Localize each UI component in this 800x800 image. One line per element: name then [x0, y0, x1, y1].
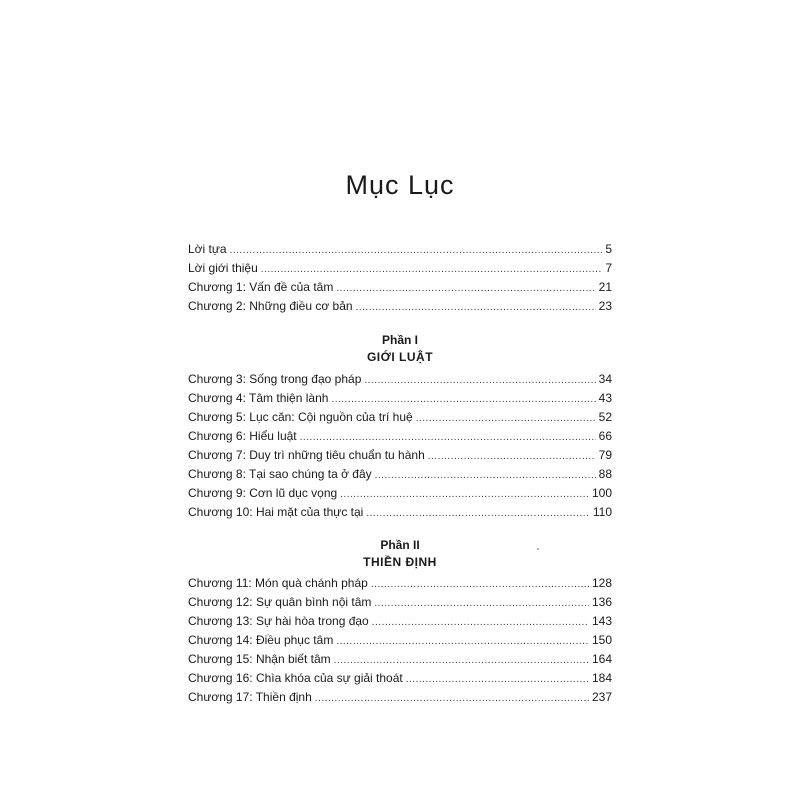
toc-entry-page: 150 [591, 633, 612, 647]
toc-entry-label: Chương 6: Hiểu luật [188, 429, 297, 443]
toc-entry-label: Chương 10: Hai mặt của thực tại [188, 505, 364, 519]
toc-entry-label: Chương 5: Lục căn: Cội nguồn của trí huệ [188, 410, 413, 424]
toc-entry [188, 240, 612, 259]
toc-entry [188, 408, 612, 427]
toc-entry-page: 21 [598, 280, 612, 294]
toc-leader-dots [336, 279, 595, 298]
toc-entry-page: 23 [598, 299, 612, 313]
toc-entry [188, 370, 612, 389]
toc-entry-label: Chương 2: Những điều cơ bản [188, 299, 353, 313]
toc-leader-dots [366, 504, 590, 523]
part-heading [188, 537, 612, 571]
page-title: Mục Lục [345, 170, 455, 200]
toc-leader-dots [334, 651, 589, 670]
toc-entry [188, 631, 612, 650]
toc-leader-dots [372, 613, 589, 632]
toc-leader-dots [375, 466, 596, 485]
part-label: Phần II [380, 538, 420, 552]
toc-leader-dots [406, 670, 589, 689]
toc-entry-page: 184 [591, 671, 612, 685]
toc-entry [188, 688, 612, 707]
toc-entry-page: 164 [591, 652, 612, 666]
toc-entry-page: 143 [591, 614, 612, 628]
toc-leader-dots [364, 371, 595, 390]
toc-entry [188, 465, 612, 484]
toc-entry-page: 88 [598, 467, 612, 481]
toc-leader-dots [371, 575, 589, 594]
toc-entry-label: Chương 3: Sống trong đạo pháp [188, 372, 362, 386]
toc-leader-dots [340, 485, 589, 504]
toc-leader-dots [331, 390, 595, 409]
toc-entry [188, 593, 612, 612]
toc-entry-label: Lời giới thiệu [188, 261, 258, 275]
part-heading [188, 332, 612, 366]
toc-entry-label: Chương 7: Duy trì những tiêu chuẩn tu hành [188, 448, 425, 462]
part-name: THIỀN ĐỊNH [363, 555, 437, 569]
toc-entry [188, 427, 612, 446]
toc-leader-dots [230, 241, 603, 260]
part-name: GIỚI LUẬT [366, 350, 434, 364]
toc-entry-label: Chương 15: Nhận biết tâm [188, 652, 331, 666]
toc-entry-page: 136 [591, 595, 612, 609]
toc-leader-dots [374, 594, 589, 613]
toc-entry [188, 259, 612, 278]
paper-speck [537, 548, 539, 550]
toc-entry-page: 34 [598, 372, 612, 386]
toc-entry-page: 7 [605, 261, 612, 275]
toc-entry-label: Chương 14: Điều phục tâm [188, 633, 334, 647]
toc-entry [188, 297, 612, 316]
toc-entry-label: Chương 12: Sự quân bình nội tâm [188, 595, 372, 609]
toc-entry-label: Chương 11: Món quà chánh pháp [188, 576, 368, 590]
toc-leader-dots [356, 298, 596, 317]
toc-entry-label: Chương 1: Vấn đề của tâm [188, 280, 334, 294]
part-label: Phần I [381, 333, 418, 347]
toc-front-matter [188, 240, 612, 316]
toc-entry-page: 237 [591, 690, 612, 704]
toc-entry-label: Chương 8: Tại sao chúng ta ở đây [188, 467, 372, 481]
toc-entry-label: Chương 13: Sự hài hòa trong đạo [188, 614, 369, 628]
toc-entry [188, 446, 612, 465]
toc-entry [188, 669, 612, 688]
toc-entry [188, 484, 612, 503]
toc-entry-label: Chương 9: Cơn lũ dục vọng [188, 486, 338, 500]
toc-entry-label: Chương 16: Chìa khóa của sự giải thoát [188, 671, 403, 685]
toc-entry [188, 503, 612, 522]
toc-leader-dots [315, 689, 589, 708]
toc-entry-page: 110 [592, 505, 612, 519]
toc-entry [188, 574, 612, 593]
toc-leader-dots [416, 409, 596, 428]
toc-leader-dots [336, 632, 589, 651]
toc-part-2-chapters [188, 574, 612, 707]
toc-entry [188, 389, 612, 408]
toc-leader-dots [261, 260, 603, 279]
toc-entry-page: 128 [591, 576, 612, 590]
toc-entry [188, 650, 612, 669]
toc-entry [188, 278, 612, 297]
toc-leader-dots [428, 447, 596, 466]
toc-entry-page: 66 [598, 429, 612, 443]
toc-entry-page: 100 [591, 486, 612, 500]
toc-entry-page: 5 [605, 242, 612, 256]
toc-entry-page: 52 [598, 410, 612, 424]
toc-entry-label: Chương 4: Tâm thiện lành [188, 391, 329, 405]
toc-entry [188, 612, 612, 631]
toc-part-1-chapters [188, 370, 612, 522]
toc-leader-dots [300, 428, 596, 447]
toc-entry-page: 79 [598, 448, 612, 462]
toc-entry-label: Chương 17: Thiền định [188, 690, 312, 704]
toc-entry-label: Lời tựa [188, 242, 227, 256]
toc-entry-page: 43 [598, 391, 612, 405]
